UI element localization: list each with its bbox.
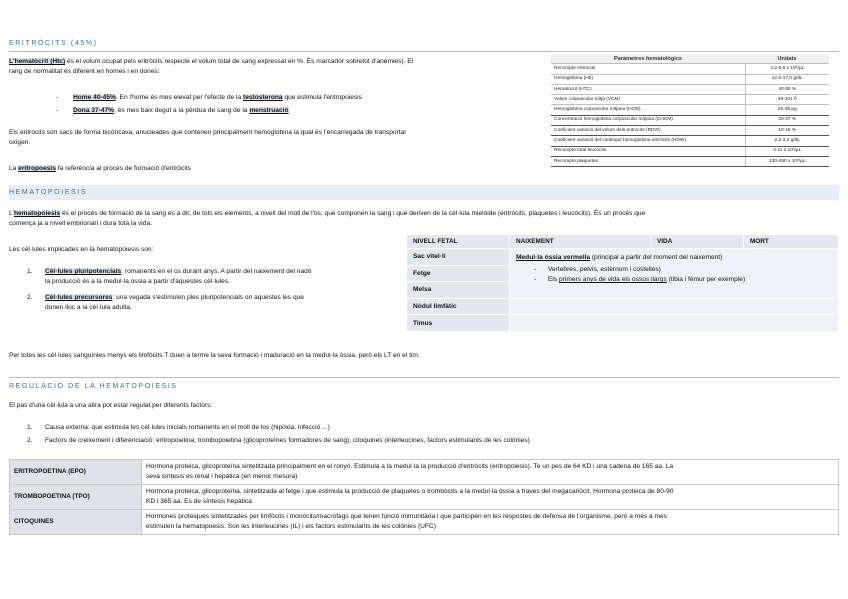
factor-desc-line: seva síntesis es renal i hepàtica (en menor mesura) <box>146 473 298 480</box>
eritropoesis-text: fa referència al procés de formació d'eritròcits <box>55 165 191 172</box>
factor-row <box>10 485 839 510</box>
hematopoiesis-pre: L' <box>9 210 14 217</box>
factor-label-epo: ERITROPOETINA (EPO) <box>10 460 142 485</box>
precursores-text-line2: donen lloc a la cèl·lula adulta. <box>45 304 132 311</box>
pluripotencials-text-line2: la producció és a la medul·la òssia a partir d'aquestes cèl·lules. <box>45 278 230 285</box>
param-row <box>551 136 829 146</box>
param-row <box>551 74 829 84</box>
list-number: 2. <box>27 294 33 301</box>
param-value: 130-450 x 10³/µL <box>745 156 829 166</box>
hematological-parameters-table <box>551 54 829 167</box>
factor-label-tpo: TROMBOPOETINA (TPO) <box>10 485 142 510</box>
hematopoiesis-text-line2: comença ja a nivell embrionari i dura tota la vida. <box>9 220 152 227</box>
stage-header-fetal: NIVELL FETAL <box>407 235 510 249</box>
param-row <box>551 126 829 136</box>
stage-row <box>407 298 839 315</box>
bullet-dash: - <box>56 107 59 114</box>
param-name: Concentració hemoglobina corpuscular mitjana (CHCM) <box>551 115 745 125</box>
factor-desc-line: estimulen la hematopoesis. Son les interleucines (IL) i els factors estimulants de les colònies (UFC) <box>146 523 436 530</box>
param-row <box>551 64 829 74</box>
factor-row <box>10 510 839 535</box>
testosterona-term: testosterona <box>243 94 283 101</box>
home-text-end: que estimula l'eritropoiesis <box>282 94 362 101</box>
medulla-item <box>534 265 832 275</box>
param-value: 4,2-5,8 x 10⁶/µL <box>745 64 829 74</box>
factor-description <box>142 485 839 510</box>
bullet-home <box>73 93 362 103</box>
hematopoiesis-text: és el procés de formació de la sang és a dir, de tots els elements, a nivell del moll de l'os, que componen la sang i que deriven de la cèl·lula mieloide (eritròcits, plaquetes i leucòcits). És un procés que <box>60 210 646 217</box>
empty-cell <box>510 298 839 315</box>
param-name: Hemoglobina corpuscular mitjana (HCM) <box>551 105 745 115</box>
param-name: Hematòcrit (HTC) <box>551 84 745 94</box>
eritrocits-text: Els eritròcits son sacs de forma bicòncava, anucleades que contenen principalment hemoglobina la qual és l'encarregada de transportar <box>9 129 407 136</box>
medulla-title: Medul·la òssia vermella <box>516 254 591 261</box>
param-name: Recompte eritròcits <box>551 64 745 74</box>
hematopoiesis-paragraph <box>9 209 841 229</box>
param-value: 29-37 % <box>745 115 829 125</box>
factor-desc-line: Hormona proteica, glicoproteïna sintetitzada principalment en el ronyó. Estimula a la medul·la la producció d'eritròcits (eritropoiesis). Te un pes de 64 KD i una cadena de 165 aa. La <box>146 463 674 470</box>
stage-label: Sac vitel·lí <box>407 249 510 266</box>
home-term: Home 40-45% <box>73 94 116 101</box>
factor-description <box>142 510 839 535</box>
hematopoiesis-term: hematopoiesis <box>13 210 61 217</box>
cells-intro: Les cèl·lules implicades en la hematopoiesis son: <box>9 246 154 253</box>
stage-label: Nòdul limfàtic <box>407 298 510 315</box>
medulla-item-rest: (tibia i fèmur per exemple) <box>666 276 746 283</box>
param-value: 25-35 pg <box>745 105 829 115</box>
stage-label: Timus <box>407 315 510 332</box>
eritrocits-paragraph <box>9 128 549 148</box>
pluripotencials-term: Cèl·lules pluripotencials <box>45 268 122 275</box>
hematocrit-text-line2: rang de normalitat és diferent en homes i en dones: <box>9 68 160 75</box>
param-header-units: Unitats <box>745 54 829 64</box>
param-value: 4-11 x 10³/µL <box>745 146 829 156</box>
param-name: Coeficient variació del contingut hemoglobina eritròcits (HDW) <box>551 136 745 146</box>
hematocrit-term: L'hematòcrit (Htc) <box>9 58 66 65</box>
pluripotencials-text: : romanents en el os durant anys. A partir del naixement del nadó <box>121 268 312 275</box>
list-number: 1. <box>27 268 33 275</box>
bullet-dash: - <box>56 94 59 101</box>
param-name: Hemoglobina (Hb) <box>551 74 745 84</box>
eritropoesis-term: eritropoesis <box>18 165 56 172</box>
section-title-hematopoiesis: HEMATOPOIESIS <box>9 189 88 196</box>
factor-description <box>142 460 839 485</box>
stage-row <box>407 249 839 266</box>
medulla-title-rest: (principal a partir del moment del naixement) <box>590 254 723 261</box>
limfocits-paragraph: Per totes les cèl·lules sanguínies menys els limfòcits T duen a terme la seva formació i maduració en la medul·la òssia, però els LT en el tim. <box>9 352 420 359</box>
stage-header-mort: MORT <box>744 235 839 249</box>
list-item-pluripotencials <box>45 267 390 287</box>
param-value: 2,2-3,2 g/dL <box>745 136 829 146</box>
param-value: 80-101 fl <box>745 95 829 105</box>
param-name: Recompte total leucòcits <box>551 146 745 156</box>
hematocrit-paragraph <box>9 57 544 77</box>
precursores-term: Cèl·lules precursores <box>45 294 113 301</box>
param-row <box>551 95 829 105</box>
section-band-hematopoiesis <box>9 185 839 200</box>
empty-cell <box>510 315 839 332</box>
medulla-item <box>534 275 832 285</box>
regulacio-item: Causa externa: que estimula les cèl·lules inicials romanents en el moll de los (hipòxia, infecció ...) <box>45 424 330 431</box>
section-rule <box>9 51 839 52</box>
factor-desc-line: KD i 365 aa. Es de síntesis hepàtica <box>146 498 252 505</box>
param-row <box>551 156 829 166</box>
eritrocits-text-line2: oxigen. <box>9 139 31 146</box>
factor-row <box>10 460 839 485</box>
precursores-text: : una vegada s'estimulen ples pluripotencials on aquestes les que <box>112 294 304 301</box>
param-value: 10-15 % <box>745 126 829 136</box>
list-item-precursores <box>45 293 390 313</box>
stage-label: Melsa <box>407 282 510 299</box>
menstruacio-term: menstruació <box>249 107 289 114</box>
medulla-item-term: primers anys de vida els ossos llargs <box>559 276 667 283</box>
dona-text: , és mes baix degut a la pèrdua de sang de la <box>114 107 250 114</box>
param-row <box>551 115 829 125</box>
regulacio-intro: El pas d'una cèl·lula a una altra pot estar regulat per diferents factors: <box>9 402 213 409</box>
param-row <box>551 84 829 94</box>
home-text: . En l'home és mes elevat per l'efecte de la <box>115 94 244 101</box>
medulla-title-line <box>516 252 832 263</box>
hematocrit-text: és el volum ocupat pels eritròcits respecte el volum total de sang expressat en %. És marcador sobretot d'anèmies). El <box>65 58 414 65</box>
eritropoesis-paragraph <box>9 164 191 174</box>
list-number: 1. <box>27 424 33 431</box>
medulla-cell <box>510 249 839 299</box>
factor-label-citoquines: CITOQUINES <box>10 510 142 535</box>
param-value: 12,5-17,0 g/dL <box>745 74 829 84</box>
stage-header-vida: VIDA <box>651 235 744 249</box>
medulla-item-text: Vertebres, pelvis, estèrnum i costelles) <box>548 266 661 273</box>
stage-label: Fetge <box>407 265 510 282</box>
param-row <box>551 146 829 156</box>
stage-header-naixement: NAIXEMENT <box>510 235 651 249</box>
param-name: Coeficient variació del volum dels eritròcits (RDW) <box>551 126 745 136</box>
stages-header <box>407 235 839 249</box>
factor-desc-line: Hormones proteiques sintetitzades per limfòcits i monòcits/macròfags que tenen funció immunitària i que participen en les respostes de defensa de l'organisme, però a més a mes <box>146 513 667 520</box>
stage-row <box>407 315 839 332</box>
hematopoiesis-stages-table <box>406 234 839 332</box>
medulla-item-pre: Els <box>548 276 559 283</box>
param-row <box>551 105 829 115</box>
section-title-regulacio: REGULACIÓ DE LA HEMATOPOIESIS <box>9 383 178 390</box>
medulla-list <box>534 265 832 285</box>
section-title-eritrocits: ERITRÒCITS (45%) <box>9 40 98 47</box>
eritropoesis-pre: La <box>9 165 19 172</box>
param-name: Volum corpuscular mitjà (VCM) <box>551 95 745 105</box>
bullet-dona <box>73 106 289 116</box>
param-table-header <box>551 54 829 64</box>
dona-term: Dona 37-47% <box>73 107 115 114</box>
param-header-name: Paràmetres hematològics <box>551 54 745 64</box>
param-value: 40-55 % <box>745 84 829 94</box>
section-rule <box>9 377 839 378</box>
growth-factors-table <box>9 459 839 535</box>
param-name: Recompte plaquetes <box>551 156 745 166</box>
factor-desc-line: Hormona proteica, glicoproteïna, sintetitzada al fetge i que estimula la producció de plaquetes o trombòcits a la medul·la òssia a traves del megacariòcit. Hormona proteica de 80-90 <box>146 488 674 495</box>
regulacio-item: Factors de creixement i diferenciació: eritropoietina, trombopoietina (glicoproteïnes formadores de sang), citoquines (interleucines, factors estimulants de les colònies) <box>45 437 530 444</box>
list-number: 2. <box>27 437 33 444</box>
